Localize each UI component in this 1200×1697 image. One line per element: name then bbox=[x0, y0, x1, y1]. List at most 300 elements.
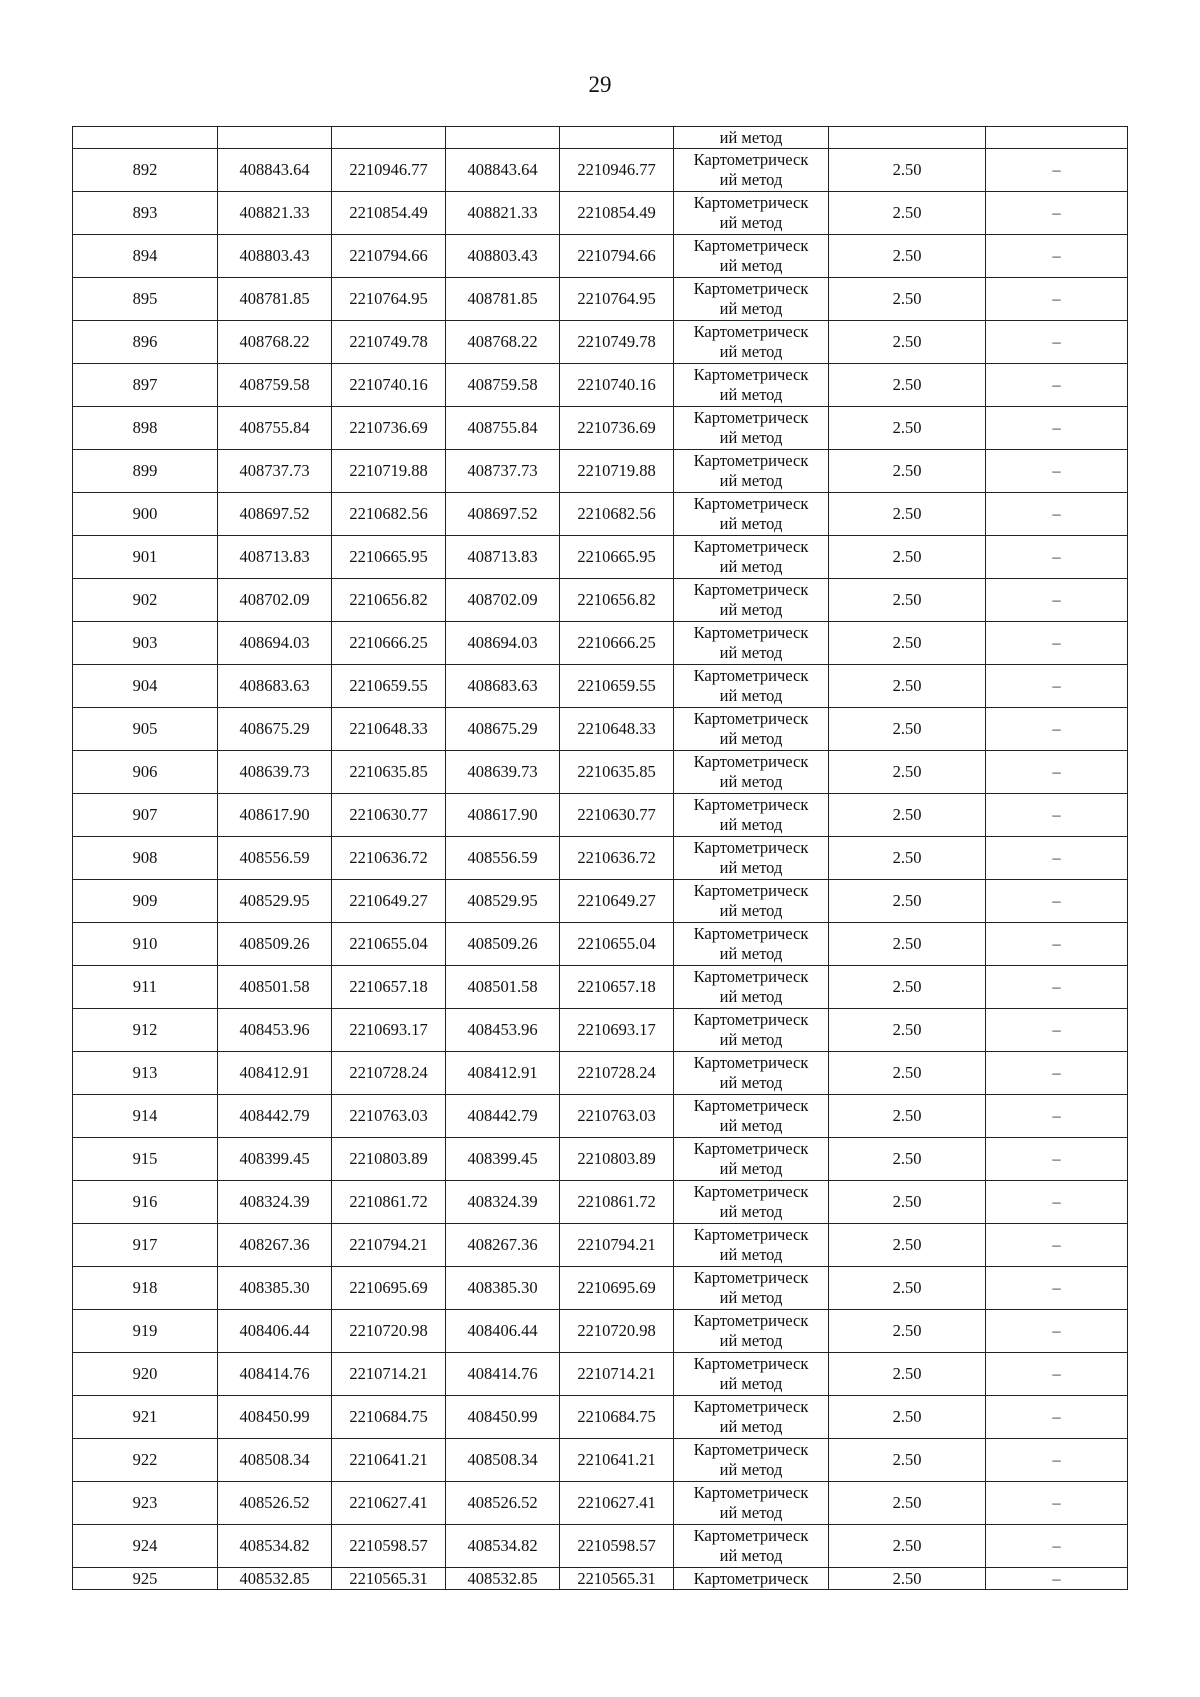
table-row bbox=[73, 407, 1128, 450]
coord-x-new: 408759.58 bbox=[446, 364, 560, 407]
method-cell bbox=[674, 923, 829, 966]
coord-y-new: 2210736.69 bbox=[560, 407, 674, 450]
method-line-2: ий метод bbox=[719, 944, 783, 963]
note: – bbox=[986, 1181, 1128, 1224]
method-line-2: ий метод bbox=[719, 1288, 783, 1307]
method-line-1: Картометрическ bbox=[693, 1139, 809, 1158]
point-number: 909 bbox=[73, 880, 218, 923]
note: – bbox=[986, 1482, 1128, 1525]
coord-y-new: 2210946.77 bbox=[560, 149, 674, 192]
table-row bbox=[73, 751, 1128, 794]
point-number: 897 bbox=[73, 364, 218, 407]
method-cell bbox=[674, 1009, 829, 1052]
method-line-2: ий метод bbox=[719, 1546, 783, 1565]
coord-x-existing: 408414.76 bbox=[218, 1353, 332, 1396]
coord-y-new: 2210657.18 bbox=[560, 966, 674, 1009]
coord-y-new: 2210763.03 bbox=[560, 1095, 674, 1138]
accuracy: 2.50 bbox=[829, 1009, 986, 1052]
coord-y-existing: 2210794.66 bbox=[332, 235, 446, 278]
coord-x-new: 408768.22 bbox=[446, 321, 560, 364]
coord-x-new: 408453.96 bbox=[446, 1009, 560, 1052]
coord-y-existing: 2210648.33 bbox=[332, 708, 446, 751]
coord-x-new: 408442.79 bbox=[446, 1095, 560, 1138]
coord-y-new: 2210693.17 bbox=[560, 1009, 674, 1052]
method-cell bbox=[674, 751, 829, 794]
accuracy: 2.50 bbox=[829, 923, 986, 966]
coord-y-new: 2210794.21 bbox=[560, 1224, 674, 1267]
method-cell bbox=[674, 837, 829, 880]
coord-x-new: 408414.76 bbox=[446, 1353, 560, 1396]
note: – bbox=[986, 579, 1128, 622]
table-row bbox=[73, 1267, 1128, 1310]
coord-x-existing: 408697.52 bbox=[218, 493, 332, 536]
point-number: 906 bbox=[73, 751, 218, 794]
coord-y-existing: 2210720.98 bbox=[332, 1310, 446, 1353]
coord-y-new: 2210854.49 bbox=[560, 192, 674, 235]
note: – bbox=[986, 450, 1128, 493]
method-line-1: Картометрическ bbox=[693, 752, 809, 771]
coord-y-new: 2210636.72 bbox=[560, 837, 674, 880]
note: – bbox=[986, 1224, 1128, 1267]
method-line-2: ий метод bbox=[719, 256, 783, 275]
coord-x-existing: 408267.36 bbox=[218, 1224, 332, 1267]
coord-x-new: 408556.59 bbox=[446, 837, 560, 880]
method-cell bbox=[674, 665, 829, 708]
method-line-2: ий метод bbox=[719, 1073, 783, 1092]
method-cell: ий метод bbox=[674, 127, 829, 149]
coord-y-new: 2210803.89 bbox=[560, 1138, 674, 1181]
note: – bbox=[986, 751, 1128, 794]
coord-x-new: 408694.03 bbox=[446, 622, 560, 665]
coord-x-existing: 408702.09 bbox=[218, 579, 332, 622]
coord-y-existing: 2210854.49 bbox=[332, 192, 446, 235]
coord-x-existing: 408324.39 bbox=[218, 1181, 332, 1224]
method-line-1: Картометрическ bbox=[693, 1526, 809, 1545]
method-line-2: ий метод bbox=[719, 901, 783, 920]
accuracy: 2.50 bbox=[829, 536, 986, 579]
accuracy: 2.50 bbox=[829, 364, 986, 407]
point-number: 911 bbox=[73, 966, 218, 1009]
coord-x-existing: 408781.85 bbox=[218, 278, 332, 321]
accuracy: 2.50 bbox=[829, 1482, 986, 1525]
coord-y-new: 2210649.27 bbox=[560, 880, 674, 923]
point-number: 908 bbox=[73, 837, 218, 880]
coord-y-existing: 2210656.82 bbox=[332, 579, 446, 622]
note: – bbox=[986, 536, 1128, 579]
method-line-1: Картометрическ bbox=[693, 1225, 809, 1244]
coord-y-new: 2210565.31 bbox=[560, 1568, 674, 1590]
note: – bbox=[986, 235, 1128, 278]
accuracy: 2.50 bbox=[829, 794, 986, 837]
coord-x-new: 408385.30 bbox=[446, 1267, 560, 1310]
table-row bbox=[73, 1138, 1128, 1181]
method-cell bbox=[674, 579, 829, 622]
method-line-2: ий метод bbox=[719, 1331, 783, 1350]
method-line-1: Картометрическ bbox=[693, 580, 809, 599]
method-cell bbox=[674, 364, 829, 407]
accuracy: 2.50 bbox=[829, 1568, 986, 1590]
point-number: 896 bbox=[73, 321, 218, 364]
table-row bbox=[73, 579, 1128, 622]
note: – bbox=[986, 1439, 1128, 1482]
coord-x-existing: 408501.58 bbox=[218, 966, 332, 1009]
note: – bbox=[986, 1568, 1128, 1590]
coord-x-new: 408683.63 bbox=[446, 665, 560, 708]
table-row bbox=[73, 1396, 1128, 1439]
accuracy: 2.50 bbox=[829, 579, 986, 622]
method-line-1: Картометрическ bbox=[693, 709, 809, 728]
method-line-2: ий метод bbox=[719, 858, 783, 877]
method-line-1: Картометрическ bbox=[693, 279, 809, 298]
coord-x-existing: 408442.79 bbox=[218, 1095, 332, 1138]
accuracy: 2.50 bbox=[829, 1310, 986, 1353]
accuracy: 2.50 bbox=[829, 149, 986, 192]
note: – bbox=[986, 1009, 1128, 1052]
point-number: 910 bbox=[73, 923, 218, 966]
method-line-2: ий метод bbox=[719, 1116, 783, 1135]
coord-x-existing: 408556.59 bbox=[218, 837, 332, 880]
method-cell bbox=[674, 708, 829, 751]
table-row bbox=[73, 235, 1128, 278]
coord-x-existing: 408737.73 bbox=[218, 450, 332, 493]
table-row bbox=[73, 450, 1128, 493]
point-number: 907 bbox=[73, 794, 218, 837]
coord-y-existing: 2210728.24 bbox=[332, 1052, 446, 1095]
method-line-1: Картометрическ bbox=[693, 666, 809, 685]
coord-y-new: 2210630.77 bbox=[560, 794, 674, 837]
note: – bbox=[986, 1095, 1128, 1138]
coordinates-table bbox=[72, 126, 1128, 1590]
coord-x-new: 408639.73 bbox=[446, 751, 560, 794]
coord-y-existing: 2210635.85 bbox=[332, 751, 446, 794]
accuracy: 2.50 bbox=[829, 1525, 986, 1568]
coord-x-existing: 408683.63 bbox=[218, 665, 332, 708]
method-cell bbox=[674, 536, 829, 579]
table-body bbox=[73, 127, 1128, 1590]
note: – bbox=[986, 708, 1128, 751]
table-row bbox=[73, 1482, 1128, 1525]
method-line-1: Картометрическ bbox=[693, 1354, 809, 1373]
table-row bbox=[73, 794, 1128, 837]
table-row bbox=[73, 149, 1128, 192]
coord-y-new: 2210641.21 bbox=[560, 1439, 674, 1482]
coord-x-new: 408324.39 bbox=[446, 1181, 560, 1224]
method-line-2: ий метод bbox=[719, 428, 783, 447]
note: – bbox=[986, 794, 1128, 837]
point-number: 917 bbox=[73, 1224, 218, 1267]
coord-x-new: 408534.82 bbox=[446, 1525, 560, 1568]
coord-x-new: 408713.83 bbox=[446, 536, 560, 579]
table-row bbox=[73, 321, 1128, 364]
table-row bbox=[73, 1525, 1128, 1568]
coord-y-existing: 2210649.27 bbox=[332, 880, 446, 923]
coord-y-new: 2210861.72 bbox=[560, 1181, 674, 1224]
point-number: 895 bbox=[73, 278, 218, 321]
note: – bbox=[986, 665, 1128, 708]
accuracy: 2.50 bbox=[829, 278, 986, 321]
method-cell bbox=[674, 149, 829, 192]
method-line-2: ий метод bbox=[719, 514, 783, 533]
coord-x-new: 408532.85 bbox=[446, 1568, 560, 1590]
note: – bbox=[986, 1525, 1128, 1568]
coord-x-existing: 408453.96 bbox=[218, 1009, 332, 1052]
page-number: 29 bbox=[588, 72, 612, 97]
table-row bbox=[73, 192, 1128, 235]
accuracy: 2.50 bbox=[829, 1138, 986, 1181]
coord-y-new: 2210635.85 bbox=[560, 751, 674, 794]
method-line-1: Картометрическ bbox=[693, 1440, 809, 1459]
method-cell bbox=[674, 278, 829, 321]
method-cell bbox=[674, 1181, 829, 1224]
coord-x-new: 408803.43 bbox=[446, 235, 560, 278]
point-number: 919 bbox=[73, 1310, 218, 1353]
table-row bbox=[73, 536, 1128, 579]
note: – bbox=[986, 149, 1128, 192]
accuracy: 2.50 bbox=[829, 1353, 986, 1396]
table-row bbox=[73, 278, 1128, 321]
coord-y-existing: 2210803.89 bbox=[332, 1138, 446, 1181]
method-line-1: Картометрическ bbox=[693, 881, 809, 900]
coord-y-existing: 2210736.69 bbox=[332, 407, 446, 450]
method-cell bbox=[674, 321, 829, 364]
coord-y-existing: 2210565.31 bbox=[332, 1568, 446, 1590]
coord-x-new: 408509.26 bbox=[446, 923, 560, 966]
coord-y-existing: 2210665.95 bbox=[332, 536, 446, 579]
method-line-1: Картометрическ bbox=[693, 1010, 809, 1029]
note: – bbox=[986, 407, 1128, 450]
coord-y-new: 2210666.25 bbox=[560, 622, 674, 665]
coord-y-existing: 2210719.88 bbox=[332, 450, 446, 493]
coord-y-new: 2210720.98 bbox=[560, 1310, 674, 1353]
method-line-1: Картометрическ bbox=[693, 1096, 809, 1115]
point-number: 922 bbox=[73, 1439, 218, 1482]
coord-y-existing: 2210763.03 bbox=[332, 1095, 446, 1138]
coord-y-new: 2210627.41 bbox=[560, 1482, 674, 1525]
coord-x-existing: 408617.90 bbox=[218, 794, 332, 837]
method-line-1: Картометрическ bbox=[693, 1397, 809, 1416]
coord-x-existing: 408821.33 bbox=[218, 192, 332, 235]
coord-y-new: 2210598.57 bbox=[560, 1525, 674, 1568]
accuracy: 2.50 bbox=[829, 1181, 986, 1224]
table-row bbox=[73, 1009, 1128, 1052]
method-line-1: Картометрическ bbox=[693, 1053, 809, 1072]
coord-x-new: 408675.29 bbox=[446, 708, 560, 751]
method-line-1: Картометрическ bbox=[693, 193, 809, 212]
coord-y-existing: 2210659.55 bbox=[332, 665, 446, 708]
method-line-2: ий метод bbox=[719, 170, 783, 189]
coord-x-existing: 408406.44 bbox=[218, 1310, 332, 1353]
method-cell bbox=[674, 1224, 829, 1267]
point-number: 904 bbox=[73, 665, 218, 708]
table-row bbox=[73, 1095, 1128, 1138]
note: – bbox=[986, 364, 1128, 407]
table-row bbox=[73, 1181, 1128, 1224]
method-cell bbox=[674, 1439, 829, 1482]
accuracy: 2.50 bbox=[829, 665, 986, 708]
coord-y-new: 2210695.69 bbox=[560, 1267, 674, 1310]
coord-y-existing: 2210764.95 bbox=[332, 278, 446, 321]
point-number: 925 bbox=[73, 1568, 218, 1590]
point-number: 920 bbox=[73, 1353, 218, 1396]
method-cell bbox=[674, 622, 829, 665]
method-cell bbox=[674, 493, 829, 536]
point-number: 898 bbox=[73, 407, 218, 450]
coord-x-new: 408781.85 bbox=[446, 278, 560, 321]
table-row bbox=[73, 364, 1128, 407]
point-number: 901 bbox=[73, 536, 218, 579]
accuracy: 2.50 bbox=[829, 708, 986, 751]
coord-x-new: 408702.09 bbox=[446, 579, 560, 622]
method-line-2: ий метод bbox=[719, 213, 783, 232]
method-line-2: ий метод bbox=[719, 1503, 783, 1522]
accuracy: 2.50 bbox=[829, 407, 986, 450]
accuracy: 2.50 bbox=[829, 450, 986, 493]
coord-y-new: 2210684.75 bbox=[560, 1396, 674, 1439]
accuracy: 2.50 bbox=[829, 1052, 986, 1095]
point-number: 912 bbox=[73, 1009, 218, 1052]
coord-x-new: 408737.73 bbox=[446, 450, 560, 493]
coord-y-existing: 2210861.72 bbox=[332, 1181, 446, 1224]
method-line-1: Картометрическ bbox=[693, 1483, 809, 1502]
accuracy: 2.50 bbox=[829, 321, 986, 364]
coord-x-existing: 408526.52 bbox=[218, 1482, 332, 1525]
method-cell bbox=[674, 407, 829, 450]
method-cell bbox=[674, 1267, 829, 1310]
coord-y-existing: 2210655.04 bbox=[332, 923, 446, 966]
table-row bbox=[73, 880, 1128, 923]
point-number: 921 bbox=[73, 1396, 218, 1439]
coord-x-existing: 408450.99 bbox=[218, 1396, 332, 1439]
method-cell bbox=[674, 966, 829, 1009]
note: – bbox=[986, 837, 1128, 880]
coord-x-new: 408450.99 bbox=[446, 1396, 560, 1439]
coord-y-new: 2210794.66 bbox=[560, 235, 674, 278]
coord-x-existing: 408768.22 bbox=[218, 321, 332, 364]
coord-y-existing: 2210740.16 bbox=[332, 364, 446, 407]
coord-x-new: 408821.33 bbox=[446, 192, 560, 235]
accuracy: 2.50 bbox=[829, 1224, 986, 1267]
table-row bbox=[73, 493, 1128, 536]
coord-x-new: 408529.95 bbox=[446, 880, 560, 923]
coord-x-existing: 408508.34 bbox=[218, 1439, 332, 1482]
note: – bbox=[986, 622, 1128, 665]
accuracy: 2.50 bbox=[829, 880, 986, 923]
coord-x-existing: 408803.43 bbox=[218, 235, 332, 278]
method-line-2: ий метод bbox=[719, 385, 783, 404]
table-row bbox=[73, 1353, 1128, 1396]
table-row bbox=[73, 923, 1128, 966]
point-number: 918 bbox=[73, 1267, 218, 1310]
coord-x-existing: 408759.58 bbox=[218, 364, 332, 407]
coord-y-existing: 2210641.21 bbox=[332, 1439, 446, 1482]
note: – bbox=[986, 923, 1128, 966]
point-number: 924 bbox=[73, 1525, 218, 1568]
coord-y-new: 2210659.55 bbox=[560, 665, 674, 708]
method-line-1: Картометрическ bbox=[693, 150, 809, 169]
accuracy: 2.50 bbox=[829, 966, 986, 1009]
accuracy: 2.50 bbox=[829, 1439, 986, 1482]
coord-y-existing: 2210695.69 bbox=[332, 1267, 446, 1310]
method-line-2: ий метод bbox=[719, 686, 783, 705]
note: – bbox=[986, 321, 1128, 364]
accuracy: 2.50 bbox=[829, 837, 986, 880]
note: – bbox=[986, 880, 1128, 923]
coord-y-new: 2210665.95 bbox=[560, 536, 674, 579]
coord-y-new: 2210648.33 bbox=[560, 708, 674, 751]
coord-y-existing: 2210684.75 bbox=[332, 1396, 446, 1439]
note: – bbox=[986, 1396, 1128, 1439]
method-cell bbox=[674, 1353, 829, 1396]
method-line-2: ий метод bbox=[719, 557, 783, 576]
method-line-1: Картометрическ bbox=[693, 408, 809, 427]
coord-y-existing: 2210794.21 bbox=[332, 1224, 446, 1267]
coord-y-existing: 2210598.57 bbox=[332, 1525, 446, 1568]
point-number: 915 bbox=[73, 1138, 218, 1181]
point-number: 923 bbox=[73, 1482, 218, 1525]
method-line-1: Картометрическ bbox=[693, 1311, 809, 1330]
coord-y-new: 2210719.88 bbox=[560, 450, 674, 493]
coord-y-new: 2210682.56 bbox=[560, 493, 674, 536]
coord-y-existing: 2210636.72 bbox=[332, 837, 446, 880]
point-number: 903 bbox=[73, 622, 218, 665]
method-line-2: ий метод bbox=[719, 1245, 783, 1264]
coord-y-new: 2210764.95 bbox=[560, 278, 674, 321]
point-number: 914 bbox=[73, 1095, 218, 1138]
point-number: 902 bbox=[73, 579, 218, 622]
note: – bbox=[986, 493, 1128, 536]
continued-row bbox=[73, 127, 1128, 149]
method-line-2: ий метод bbox=[719, 471, 783, 490]
method-line-1: Картометрическ bbox=[693, 1268, 809, 1287]
accuracy: 2.50 bbox=[829, 622, 986, 665]
note: – bbox=[986, 966, 1128, 1009]
method-cell bbox=[674, 1310, 829, 1353]
method-line-2: ий метод bbox=[719, 1030, 783, 1049]
method-cell bbox=[674, 1095, 829, 1138]
note: – bbox=[986, 1052, 1128, 1095]
method-line-1: Картометрическ bbox=[693, 924, 809, 943]
point-number: 894 bbox=[73, 235, 218, 278]
method-line-1: Картометрическ bbox=[693, 494, 809, 513]
note: – bbox=[986, 1310, 1128, 1353]
coord-x-existing: 408694.03 bbox=[218, 622, 332, 665]
table-row bbox=[73, 708, 1128, 751]
method-cell bbox=[674, 1396, 829, 1439]
method-line-2: ий метод bbox=[719, 1202, 783, 1221]
coord-x-new: 408697.52 bbox=[446, 493, 560, 536]
table-row bbox=[73, 1224, 1128, 1267]
method-line-2: ий метод bbox=[719, 643, 783, 662]
coord-x-new: 408526.52 bbox=[446, 1482, 560, 1525]
coord-x-new: 408406.44 bbox=[446, 1310, 560, 1353]
table-row bbox=[73, 837, 1128, 880]
table-row bbox=[73, 622, 1128, 665]
coord-y-new: 2210749.78 bbox=[560, 321, 674, 364]
method-line-1: Картометрическ bbox=[693, 795, 809, 814]
coord-x-existing: 408532.85 bbox=[218, 1568, 332, 1590]
method-cell bbox=[674, 1525, 829, 1568]
method-line-2: ий метод bbox=[719, 815, 783, 834]
note: – bbox=[986, 1267, 1128, 1310]
coord-y-new: 2210728.24 bbox=[560, 1052, 674, 1095]
coord-y-existing: 2210630.77 bbox=[332, 794, 446, 837]
method-line-2: ий метод bbox=[719, 729, 783, 748]
accuracy: 2.50 bbox=[829, 1095, 986, 1138]
coord-y-new: 2210740.16 bbox=[560, 364, 674, 407]
coord-x-new: 408508.34 bbox=[446, 1439, 560, 1482]
point-number: 913 bbox=[73, 1052, 218, 1095]
method-line-2: ий метод bbox=[719, 1460, 783, 1479]
